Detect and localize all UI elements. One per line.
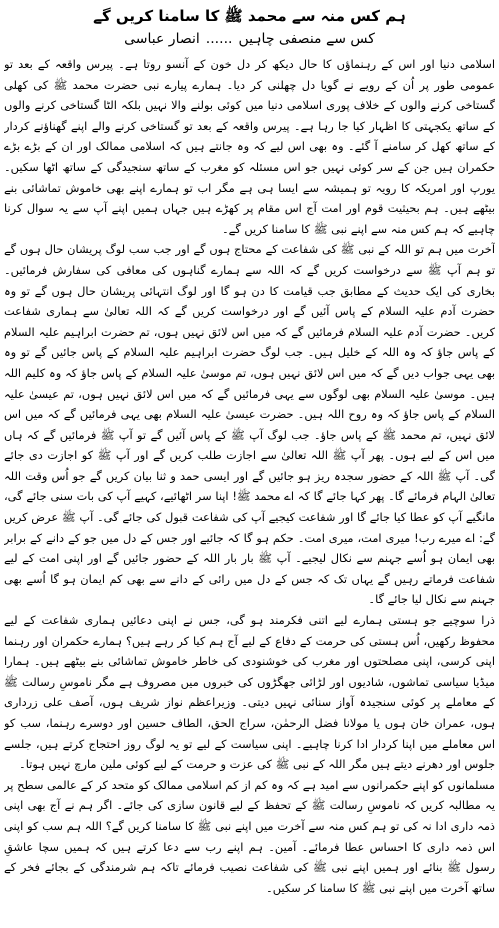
article-paragraph: آخرت میں ہم تو اللہ کے نبی ﷺ کی شفاعت کے محتاج ہوں گے اور جب سب لوگ پریشان حال ہوں گے تو ہم آپ ﷺ سے درخواست کریں گے کہ اللہ سے ہمارے گناہوں کی معافی کی سفارش فرمائیں۔ بخاری کی ایک حدیث کے مطابق جب قیامت کا دن ہو گا اور لوگ انتہائی پریشان حال ہوں گے تو وہ حضرت آدم علیہ السلام کے پاس آئیں گے اور درخواست کریں گے کہ اللہ تعالیٰ سے ہماری شفاعت کریں۔ حضرت آدم علیہ السلام فرمائیں گے کہ میں اس لائق نہیں ہوں، تم حضرت ابراہیم علیہ السلام کے پاس جاؤ کہ وہ اللہ کے خلیل ہیں۔ جب لوگ حضرت ابراہیم علیہ السلام کے پاس جائیں گے تو وہ بھی یہی جواب دیں گے کہ میں اس لائق نہیں ہوں، تم موسیٰ علیہ السلام کے پاس جاؤ کہ وہ کلیم اللہ ہیں۔ موسیٰ علیہ السلام بھی لوگوں سے یہی فرمائیں گے کہ میں اس لائق نہیں ہوں، تم عیسیٰ علیہ السلام کے پاس جاؤ کہ وہ روح اللہ ہیں۔ حضرت عیسیٰ علیہ السلام بھی یہی فرمائیں گے کہ میں اس لائق نہیں، تم محمد ﷺ کے پاس جاؤ۔ جب لوگ آپ ﷺ کے پاس آئیں گے تو آپ ﷺ فرمائیں گے کہ ہاں میں اس کے لیے ہوں۔ پھر آپ ﷺ اللہ تعالیٰ سے اجازت طلب کریں گے اور آپ ﷺ کو اجازت دی جائے گی۔ آپ ﷺ اللہ کے حضور سجدہ ریز ہو جائیں گے اور ایسی حمد و ثنا بیان کریں گے جو اُس وقت اللہ تعالیٰ الہام فرمائے گا۔ پھر کہا جائے گا کہ اے محمد ﷺ! اپنا سر اٹھائیے، کہیے آپ کی بات سنی جائے گی، مانگیے آپ کو عطا کیا جائے گا اور شفاعت کیجیے آپ کی شفاعت قبول کی جائے گی۔ آپ ﷺ عرض کریں گے: اے میرے رب! میری امت، میری امت۔ حکم ہو گا کہ جائیے اور جس کے دل میں جو کے دانے کے برابر بھی ایمان ہو اُسے جہنم سے نکال لیجیے۔ آپ ﷺ بار بار اللہ کے حضور جائیں گے اور اپنی امت کے لیے شفاعت فرماتے رہیں گے یہاں تک کہ جس کے دل میں رائی کے دانے سے بھی کم ایمان ہو گا اُسے بھی جہنم سے نکال لیا جائے گا۔ [4, 242, 495, 607]
article-paragraph: مسلمانوں کو اپنے حکمرانوں سے امید ہے کہ وہ کم از کم اسلامی ممالک کو متحد کر کے عالمی سطح پر یہ مطالبہ کریں کہ ناموسِ رسالت ﷺ کے تحفظ کے لیے قانون سازی کی جائے۔ اگر ہم نے آج بھی اپنی ذمہ داری ادا نہ کی تو ہم کس منہ سے آخرت میں اپنے نبی ﷺ کا سامنا کریں گے؟ اللہ ہم سب کو اپنی اس ذمہ داری کا احساس عطا فرمائے۔ آمین۔ ہم اپنے رب سے دعا کرتے ہیں کہ ہمیں سچا عاشقِ رسول ﷺ بنائے اور ہمیں اپنے نبی ﷺ کی شفاعت نصیب فرمائے تاکہ ہم شرمندگی کے بجائے فخر کے ساتھ آخرت میں اپنے نبی ﷺ کا سامنا کر سکیں۔ [4, 777, 495, 895]
article-title: ہم کس منہ سے محمد ﷺ کا سامنا کریں گے [93, 7, 406, 25]
column-name: کس سے منصفی چاہیں [238, 31, 375, 47]
article-subtitle-line [4, 30, 495, 48]
article-paragraph: ذرا سوچیے جو ہستی ہمارے لیے اتنی فکرمند ہو گی، جس نے اپنی دعائیں ہماری شفاعت کے لیے محفوظ رکھیں، اُس ہستی کی حرمت کے دفاع کے لیے آج ہم کیا کر رہے ہیں؟ ہمارے حکمران اور رہنما اپنی کرسی، اپنی مصلحتوں اور مغرب کی خوشنودی کی خاطر خاموش تماشائی بنے بیٹھے ہیں۔ ہمارا میڈیا سیاسی تماشوں، شادیوں اور لڑائی جھگڑوں کی خبروں میں مصروف ہے مگر ناموسِ رسالت ﷺ کے معاملے پر کوئی سنجیدہ آواز سنائی نہیں دیتی۔ وزیراعظم نواز شریف ہوں، آصف علی زرداری ہوں، عمران خان ہوں یا مولانا فضل الرحمٰن، سراج الحق، الطاف حسین اور دوسرے رہنما، سب کو اس معاملے میں اپنا کردار ادا کرنا چاہیے۔ اپنی سیاست کے لیے تو یہ لوگ روز احتجاج کرتے ہیں، جلسے جلوس اور دھرنے دیتے ہیں مگر اللہ کے نبی ﷺ کی عزت و حرمت کے لیے کوئی ملین مارچ نہیں ہوتا۔ [4, 613, 495, 772]
article-paragraph: اسلامی دنیا اور اس کے رہنماؤں کا حال دیکھ کر دل خون کے آنسو روتا ہے۔ پیرس واقعہ کے بعد تو عمومی طور پر اُن کے رویے نے گویا دل چھلنی کر دیا۔ ہمارے پیارے نبی حضرت محمد ﷺ کی کھلی گستاخی کرنے والوں کے خلاف پوری اسلامی دنیا میں کوئی بولنے والا نہیں بلکہ الٹا گستاخی کرنے والوں کے ساتھ یکجہتی کا اظہار کیا جا رہا ہے۔ پیرس واقعہ کے بعد تو گستاخی کرنے والے اپنے گھناؤنے کردار کے ساتھ کھل کر سامنے آ گئے۔ وہ بھی اس لیے کہ وہ جانتے ہیں کہ اسلامی ممالک اور ان کے بڑے بڑے حکمران ہیں جن کے سر کوئی نہیں جو اس مسئلہ کو مغرب کے ساتھ سنجیدگی کے ساتھ اٹھا سکیں۔ یورپ اور امریکہ کا رویہ تو ہمیشہ سے ایسا ہی ہے مگر اب تو ہمارے اپنے بھی خاموش تماشائی بنے بیٹھے ہیں۔ ہم بحیثیت قوم اور امت آج اس مقام پر کھڑے ہیں جہاں ہمیں اپنے آپ سے یہ سوال کرنا چاہیے کہ ہم کس منہ سے اپنے نبی ﷺ کا سامنا کریں گے۔ [4, 57, 495, 236]
separator-dots: ...... [205, 31, 233, 47]
article-body [4, 54, 495, 926]
author-name: انصار عباسی [124, 31, 200, 47]
